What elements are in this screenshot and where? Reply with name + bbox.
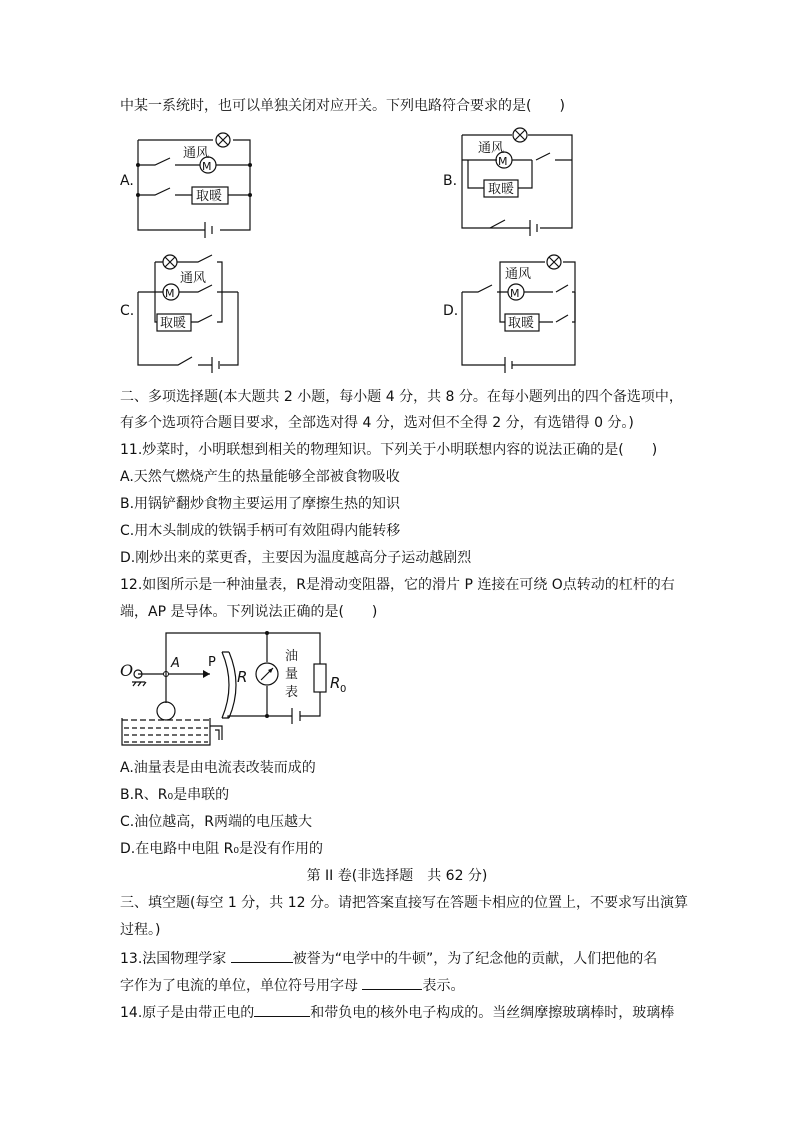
section-3-line-1: 三、填空题(每空 1 分，共 12 分。请把答案直接写在答题卡相应的位置上，不要求写出演算 [120, 895, 688, 911]
svg-text:A: A [171, 656, 180, 671]
svg-text:取暖: 取暖 [488, 182, 515, 197]
svg-text:M: M [165, 287, 175, 300]
section-3-line-2: 过程。) [120, 922, 161, 938]
q14-blank-1[interactable] [254, 1001, 310, 1017]
svg-text:R: R [330, 674, 341, 692]
svg-text:R: R [237, 668, 248, 686]
q12-option-b: B.R、R₀是串联的 [120, 787, 230, 803]
option-d-label: D. [443, 303, 459, 319]
svg-text:P: P [208, 655, 216, 670]
section-2-line-1: 二、多项选择题(本大题共 2 小题，每小题 4 分，共 8 分。在每小题列出的四个备选项中， [120, 389, 683, 405]
svg-text:M: M [510, 287, 520, 300]
q13-blank-2[interactable] [362, 974, 422, 990]
q12-option-d: D.在电路中电阻 R₀是没有作用的 [120, 841, 324, 857]
q14-line-1: 14.原子是由带正电的 和带负电的核外电子构成的。当丝绸摩擦玻璃棒时，玻璃棒 [120, 1001, 674, 1023]
svg-text:通风: 通风 [180, 271, 207, 286]
q12-stem-line-1: 12.如图所示是一种油量表，R是滑动变阻器，它的滑片 P 连接在可绕 O点转动的杠杆的右 [120, 577, 675, 593]
svg-text:通风: 通风 [505, 267, 532, 282]
option-c-label: C. [120, 303, 135, 319]
svg-text:通风: 通风 [478, 141, 505, 156]
q13-line-1: 13.法国物理学家 被誉为“电学中的牛顿”，为了纪念他的贡献，人们把他的名 [120, 947, 657, 969]
svg-text:取暖: 取暖 [160, 316, 187, 331]
q11-option-c: C.用木头制成的铁锅手柄可有效阻碍内能转移 [120, 523, 401, 539]
q12-option-c: C.油位越高，R两端的电压越大 [120, 814, 312, 830]
option-b-label: B. [443, 173, 458, 189]
svg-text:取暖: 取暖 [508, 316, 535, 331]
section-2-line-2: 有多个选项符合题目要求，全部选对得 4 分，选对但不全得 2 分，有选错得 0 分。) [120, 415, 634, 431]
svg-text:0: 0 [340, 684, 347, 695]
svg-text:取暖: 取暖 [196, 189, 223, 204]
svg-text:O: O [120, 661, 134, 680]
q10-stem: 中某一系统时，也可以单独关闭对应开关。下列电路符合要求的是( ) [120, 98, 565, 114]
part-2-title: 第 II 卷(非选择题 共 62 分) [306, 868, 488, 884]
svg-text:油: 油 [285, 649, 299, 664]
q13-blank-1[interactable] [231, 947, 293, 963]
q11-stem: 11.炒菜时，小明联想到相关的物理知识。下列关于小明联想内容的说法正确的是( ) [120, 442, 658, 458]
fan-label-a: 通风 [183, 146, 210, 161]
q12-stem-line-2: 端，AP 是导体。下列说法正确的是( ) [120, 604, 378, 620]
q12-option-a: A.油量表是由电流表改装而成的 [120, 760, 316, 776]
svg-text:M: M [202, 160, 212, 173]
q11-option-b: B.用锅铲翻炒食物主要运用了摩擦生热的知识 [120, 496, 401, 512]
q13-line-2: 字作为了电流的单位，单位符号用字母 表示。 [120, 974, 464, 996]
svg-text:表: 表 [285, 685, 299, 700]
q11-option-a: A.天然气燃烧产生的热量能够全部被食物吸收 [120, 469, 400, 485]
q11-option-d: D.刚炒出来的菜更香，主要因为温度越高分子运动越剧烈 [120, 550, 472, 566]
svg-text:M: M [498, 155, 508, 168]
svg-text:量: 量 [285, 667, 299, 682]
option-a-label: A. [120, 173, 134, 189]
